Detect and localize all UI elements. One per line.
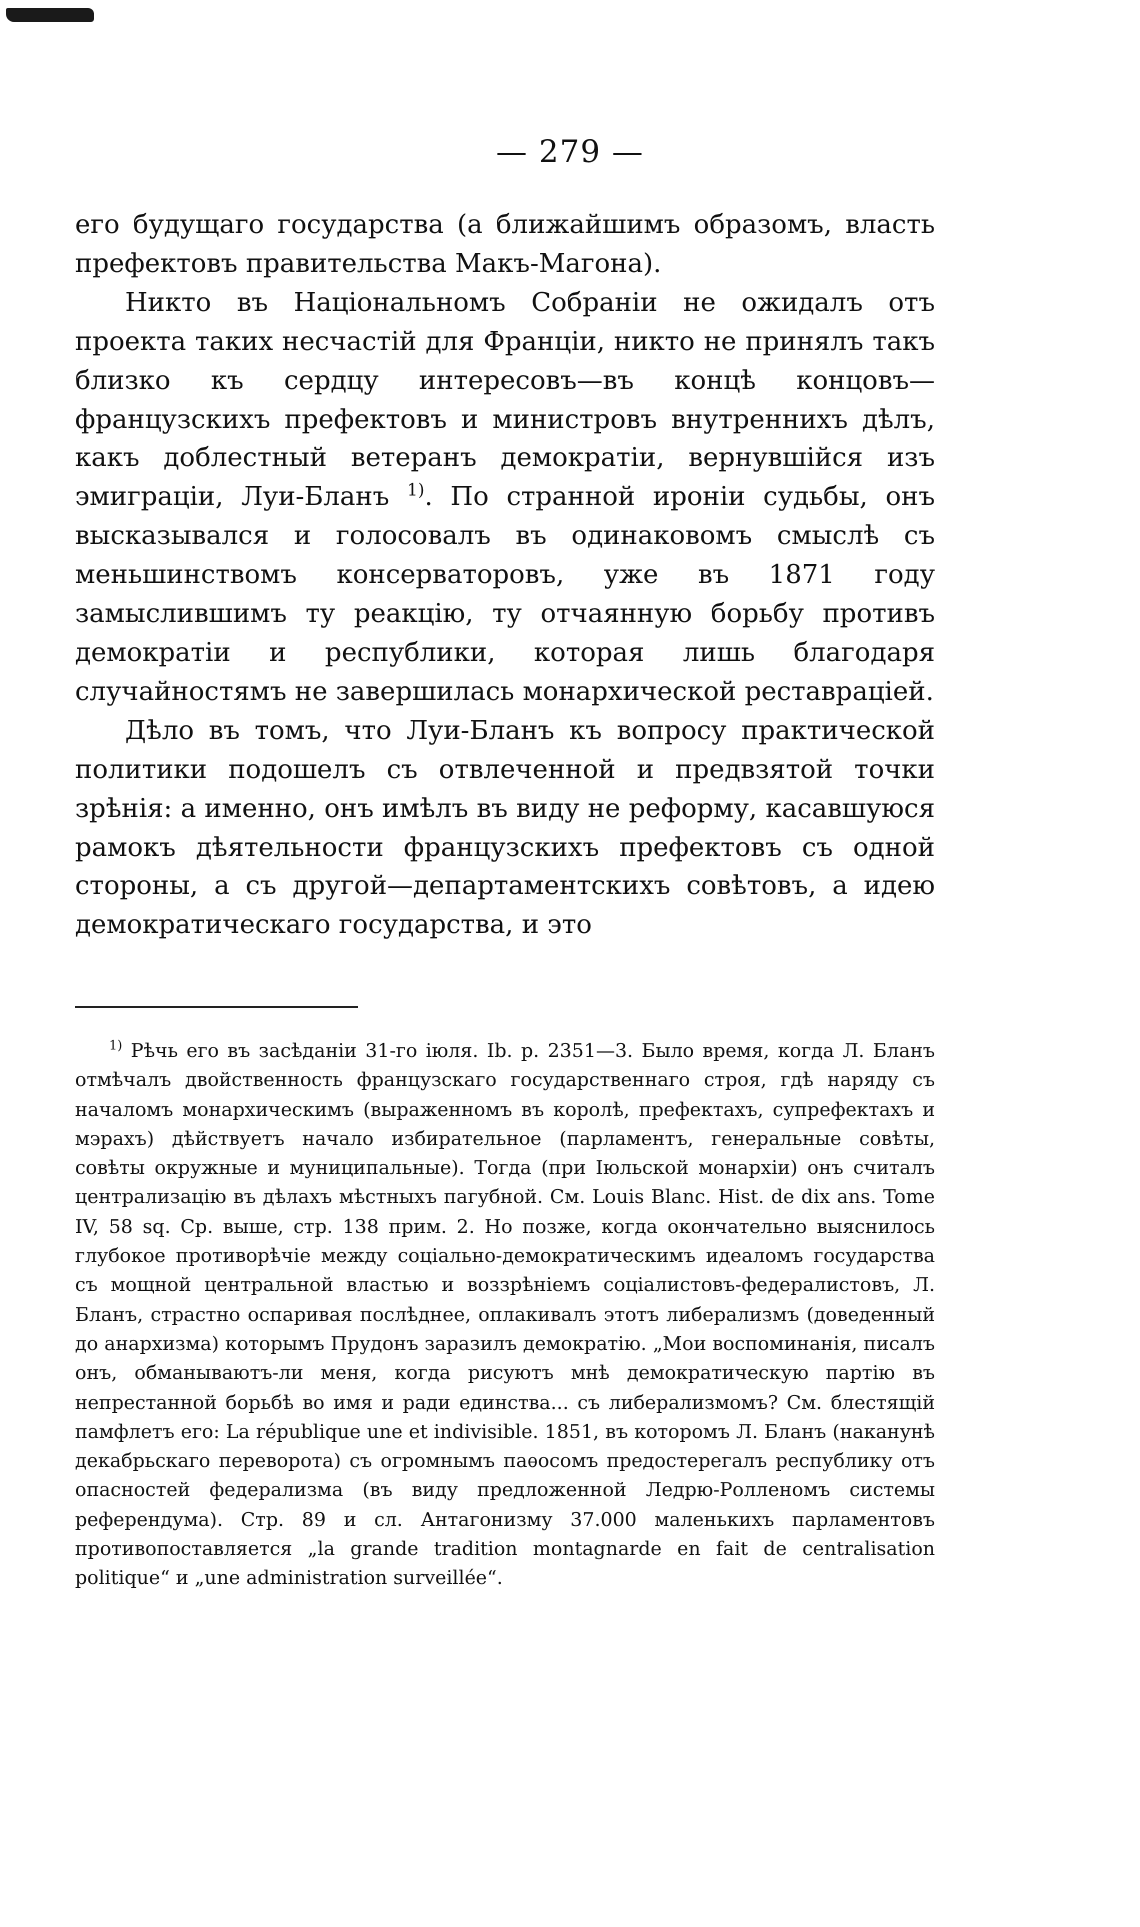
ink-blot: [6, 8, 94, 22]
footnote-text: [75, 1037, 935, 1594]
body-text: [75, 206, 935, 945]
footnote-mark: 1): [109, 1038, 123, 1054]
paragraph-continuation: его будущаго государства (а ближайшимъ образомъ, власть префектовъ правительства Макъ-Магона).: [75, 210, 935, 279]
page-number: — 279 —: [496, 134, 644, 170]
paragraph-practical-policy: Дѣло въ томъ, что Луи-Бланъ къ вопросу практической политики подошелъ съ отвлеченной и предвзятой точки зрѣнія: а именно, онъ имѣлъ въ виду не реформу, касавшуюся рамокъ дѣятельности французскихъ префектовъ съ одной стороны, а съ другой—департаментскихъ совѣтовъ, а идею демократическаго государства, и это: [75, 715, 935, 941]
paragraph-text-tail: . По странной ироніи судьбы, онъ высказывался и голосовалъ въ одинаковомъ смыслѣ съ меньшинствомъ консерваторовъ, уже въ 1871 году замыслившимъ ту реакцію, ту отчаянную борьбу противъ демократіи и республики, которая лишь благодаря случайностямъ не завершилась монархической реставраціей.: [75, 482, 936, 707]
footnote: [75, 1037, 935, 1594]
paragraph-text: Никто въ Національномъ Собраніи не ожидалъ отъ проекта таких несчастій для Франціи, никто не принялъ такъ близко къ сердцу интересовъ—въ концѣ концовъ—французскихъ префектовъ и министровъ внутреннихъ дѣлъ, какъ доблестный ветеранъ демократіи, вернувшійся изъ эмиграціи, Луи-Бланъ: [75, 287, 935, 513]
footnote-body: Рѣчь его въ засѣданіи 31-го іюля. Ib. p. 2351—3. Было время, когда Л. Бланъ отмѣчалъ двойственность французскаго государственнаго строя, гдѣ наряду съ началомъ монархическимъ (выраженномъ въ королѣ, префектахъ, супрефектахъ и мэрахъ) дѣйствуетъ начало избирательное (парламентъ, генеральные совѣты, совѣты окружные и муниципальные). Тогда (при Іюльской монархіи) онъ считалъ централизацію въ дѣлахъ мѣстныхъ пагубной. См. Louis Blanc. Hist. de dix ans. Tome IV, 58 sq. Ср. выше, стр. 138 прим. 2. Но позже, когда окончательно выяснилось глубокое противорѣчіе между соціально-демократическимъ идеаломъ государства съ мощной центральной властью и воззрѣніемъ соціалистовъ-федералистовъ, Л. Бланъ, страстно оспаривая послѣднее, оплакивалъ этотъ либерализмъ (доведенный до анархизма) которымъ Прудонъ заразилъ демократію. „Мои воспоминанія, писалъ онъ, обманываютъ-ли меня, когда рисуютъ мнѣ демократическую партію въ непрестанной борьбѣ во имя и ради единства... съ либерализмомъ? См. блестящій памфлетъ его: La république une et indivisible. 1851, въ которомъ Л. Бланъ (наканунѣ декабрьскаго переворота) съ огромнымъ паѳосомъ предостерегалъ республику отъ опасностей федерализма (въ виду предложенной Ледрю-Ролленомъ системы референдума). Стр. 89 и сл. Антагонизму 37.000 маленькихъ парламентовъ противопоставляется „la grande tradition montagnarde en fait de centralisation politique“ и „une administration surveillée“.: [75, 1040, 936, 1590]
footnote-reference[interactable]: 1): [407, 480, 425, 501]
footnote-separator: [75, 1006, 358, 1008]
paragraph-louis-blanc: [75, 284, 935, 712]
